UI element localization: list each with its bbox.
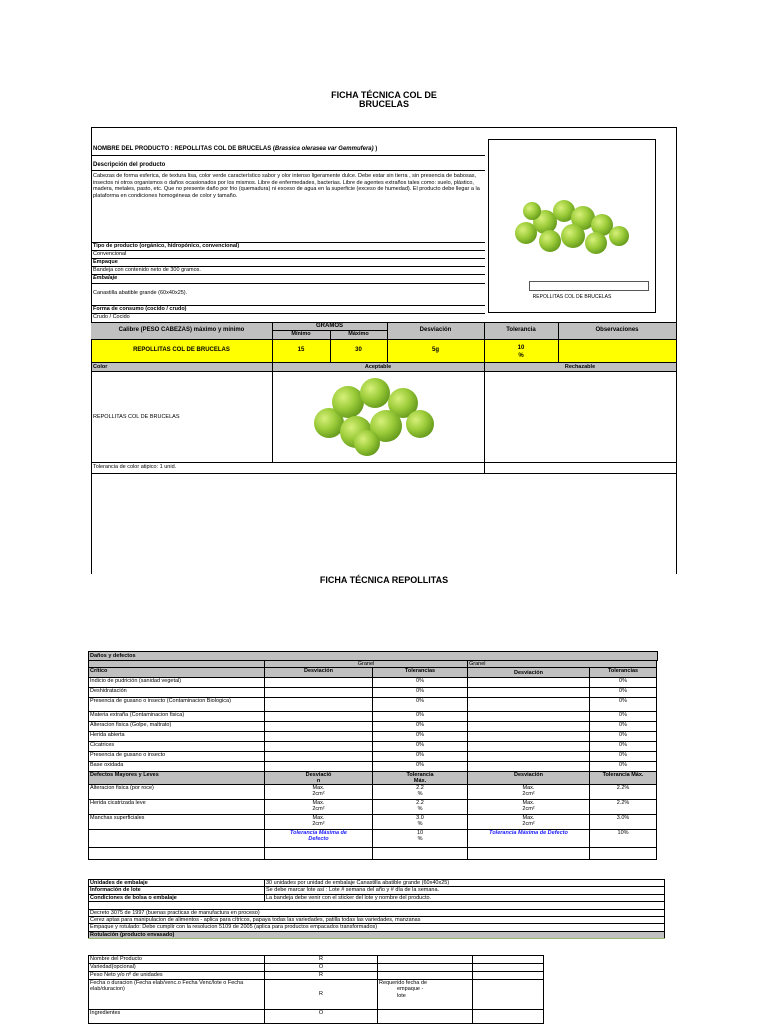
unidades-value: 30 unidades por unidad de embalaje Canastilla abatible grande (60x40x25)	[265, 880, 665, 887]
major-tol-1	[373, 800, 468, 815]
photo-caption: REPOLLITAS COL DE BRUCELAS	[532, 294, 612, 300]
major-tol-1b: %	[417, 821, 423, 828]
rotulacion-empty	[378, 972, 473, 980]
desviacion-m2: Desviación	[468, 771, 590, 785]
rotulacion-empty-2	[473, 980, 544, 1010]
critical-row	[89, 687, 657, 697]
empaque-value: Bandeja con contenido neto de 300 gramos.	[93, 267, 201, 273]
frame-right	[676, 127, 677, 574]
major-tol-2: 2.2%	[590, 785, 657, 800]
rotulacion-value: O	[265, 1010, 378, 1024]
critical-desv-2	[468, 731, 590, 741]
danos-header: Daños y defectos	[90, 653, 136, 659]
consumo-label: Forma de consumo (cocido / crudo)	[93, 306, 187, 312]
critical-row-label: Presencia de gusano o insecto	[89, 751, 265, 761]
critical-row	[89, 741, 657, 751]
critical-desv-1	[265, 721, 373, 731]
rotulacion-empty	[378, 964, 473, 972]
critical-tol-2: 0%	[590, 687, 657, 697]
critical-desv-1	[265, 751, 373, 761]
critical-desv-1	[265, 677, 373, 687]
rotulacion-empty	[378, 1010, 473, 1024]
critical-row-label: Base oxidada	[89, 761, 265, 771]
tipo-value: Convencional	[93, 251, 127, 257]
critical-row-label: Presencia de gusano o insecto (Contaminacion Biologica)	[89, 697, 265, 711]
product-name: NOMBRE DEL PRODUCTO : REPOLLITAS COL DE BRUCELAS (Brassica olerasea var Gemmufera) )	[93, 146, 378, 152]
row-min: 15	[297, 347, 305, 353]
critical-table	[88, 660, 657, 860]
requerido-2: empaque -	[397, 986, 424, 993]
calibre-header: Calibre (PESO CABEZAS) máximo y mínimo	[118, 327, 245, 333]
rotulacion-empty	[378, 956, 473, 964]
critical-desv-2	[468, 751, 590, 761]
major-desv-1b: 2cm²	[312, 821, 325, 828]
rotulacion-row	[89, 980, 544, 1010]
major-tol-1a: 3.0	[416, 815, 424, 822]
critical-tol-2: 0%	[590, 677, 657, 687]
color-header: Color	[93, 364, 108, 370]
tol-max-def-1a: Tolerancia Máxima de	[290, 830, 347, 837]
description-label: Descripción del producto	[93, 162, 166, 168]
rechazable-header: Rechazable	[564, 364, 596, 370]
major-desv-1a: Max.	[312, 785, 325, 792]
critical-desv-2	[468, 711, 590, 721]
rotulacion-row	[89, 964, 544, 972]
color-row-label: REPOLLITAS COL DE BRUCELAS	[93, 414, 180, 420]
tol-max-val-2: 10%	[590, 830, 657, 848]
major-row-label: Manchas superficiales	[89, 815, 265, 830]
tol-max-1a: Tolerancia	[406, 771, 434, 778]
major-desv-2b: 2cm²	[522, 821, 535, 828]
critical-desv-1	[265, 761, 373, 771]
rotulacion-label: Variedad(opcional)	[89, 964, 265, 972]
critical-tol-1: 0%	[373, 741, 468, 751]
critical-desv-2	[468, 677, 590, 687]
sheet2-title: FICHA TÉCNICA REPOLLITAS	[319, 575, 449, 585]
tolerancias-2: Tolerancias	[590, 668, 657, 677]
rotulacion-value: R	[265, 980, 378, 1010]
major-desv-1a: Max.	[312, 800, 325, 807]
critical-tol-1: 0%	[373, 721, 468, 731]
critical-row	[89, 697, 657, 711]
critical-row	[89, 731, 657, 741]
empaque-label: Empaque	[93, 259, 118, 265]
major-desv-1b: 2cm²	[312, 806, 325, 813]
gramos-header: GRAMOS	[316, 323, 343, 329]
embalaje-table	[88, 879, 665, 939]
major-tol-1a: 2.2	[416, 800, 424, 807]
row-product: REPOLLITAS COL DE BRUCELAS	[133, 347, 230, 353]
tol-max-def-1b: Defecto	[308, 836, 329, 843]
caption-input-box	[529, 281, 649, 291]
minimo-header: Mínimo	[291, 331, 311, 337]
critical-row	[89, 761, 657, 771]
rotulacion-header: Rotulación (producto envasado)	[89, 931, 665, 938]
major-row-label: Herida cicatrizada leve	[89, 800, 265, 815]
critical-row	[89, 677, 657, 687]
major-desv-2a: Max.	[522, 785, 535, 792]
critical-row-label: Indicio de pudrición (sanidad vegetal)	[89, 677, 265, 687]
major-tol-1b: %	[417, 806, 423, 813]
critical-tol-2: 0%	[590, 761, 657, 771]
major-desv-1	[265, 800, 373, 815]
major-desv-1	[265, 785, 373, 800]
row-max: 30	[355, 347, 362, 353]
requerido-1: Requerido fecha de	[379, 980, 428, 986]
major-desv-2b: 2cm²	[522, 806, 535, 813]
maximo-header: Máximo	[348, 331, 369, 337]
major-tol-2: 2.2%	[590, 800, 657, 815]
critical-tol-2: 0%	[590, 731, 657, 741]
aceptable-header: Aceptable	[364, 364, 392, 370]
unidades-label: Unidades de embalaje	[89, 880, 265, 887]
critical-row	[89, 721, 657, 731]
aceptable-sprouts-image	[310, 374, 438, 458]
critical-row	[89, 751, 657, 761]
critical-row-label: Herida abierta	[89, 731, 265, 741]
critical-desv-1	[265, 687, 373, 697]
critical-tol-2: 0%	[590, 741, 657, 751]
tol-max-1b: Máx.	[413, 777, 427, 784]
critical-desv-2	[468, 721, 590, 731]
tolerancias-1: Tolerancias	[373, 668, 468, 677]
rotulacion-row	[89, 972, 544, 980]
rotulacion-label: Peso Neto y/o nº de unidades	[89, 972, 265, 980]
rotulacion-label: Ingredientes	[89, 1010, 265, 1024]
tolerancia-color: Tolerancia de color atipico: 1 unid.	[93, 464, 177, 470]
critical-tol-2: 0%	[590, 697, 657, 711]
critical-tol-2: 0%	[590, 721, 657, 731]
desviacion-header: Desviación	[419, 327, 452, 333]
consumo-value: Crudo / Cocido	[93, 314, 130, 320]
critical-desv-2	[468, 741, 590, 751]
major-desv-1b: 2cm²	[312, 791, 325, 798]
major-desv-2	[468, 800, 590, 815]
major-tol-2: 3.0%	[590, 815, 657, 830]
rotulacion-empty-2	[473, 964, 544, 972]
major-row-label: Alteracion fisica (por roce)	[89, 785, 265, 800]
lote-label: Información de lote	[89, 887, 265, 894]
decreto-text: Decreto 3075 de 1997 (buenas practicas de manufactura en proceso)	[89, 909, 665, 916]
critical-tol-1: 0%	[373, 677, 468, 687]
desviacion-m1a: Desviació	[305, 771, 332, 778]
critical-desv-2	[468, 761, 590, 771]
critical-row-label: Cicatrices	[89, 741, 265, 751]
critical-row	[89, 711, 657, 721]
row-desv: 5g	[431, 347, 439, 353]
critical-tol-2: 0%	[590, 711, 657, 721]
rotulacion-empty-2	[473, 1010, 544, 1024]
major-tol-1b: %	[417, 791, 423, 798]
row-tol-1: 10	[517, 345, 525, 351]
critical-desv-2	[468, 687, 590, 697]
major-desv-2a: Max.	[522, 800, 535, 807]
critical-row-label: Deshidratación	[89, 687, 265, 697]
critical-desv-1	[265, 741, 373, 751]
desviacion-2: Desviación	[468, 668, 590, 677]
desviacion-1: Desviación	[265, 668, 373, 677]
rotulacion-label: Nombre del Producto	[89, 956, 265, 964]
major-row	[89, 785, 657, 800]
cerez-text: Cerez aptas para manipulacion de alimentos - aplica para cítricos, papaya todas las variedades, patilla todas las variedades, manzanas	[89, 917, 665, 924]
tipo-label: Tipo de producto (orgánico, hidropónico, convencional)	[93, 243, 240, 249]
condiciones-value: La bandeja debe venir con el sticker del lote y nombre del producto.	[265, 894, 665, 901]
tol-max-val-1b: %	[417, 836, 423, 843]
embalaje-value: Canastilla abatible grande (60x40x25).	[93, 290, 188, 296]
critical-tol-1: 0%	[373, 731, 468, 741]
critico-header: Crítico	[89, 668, 265, 677]
tolerancia-header: Tolerancia	[506, 327, 536, 333]
tol-max-2: Tolerancia Máx.	[590, 771, 657, 785]
major-tol-1	[373, 785, 468, 800]
product-photo-frame	[488, 139, 656, 313]
rotulacion-empty-2	[473, 956, 544, 964]
major-desv-1a: Max.	[312, 815, 325, 822]
critical-desv-1	[265, 731, 373, 741]
major-desv-2a: Max.	[522, 815, 535, 822]
row-tol-2: %	[518, 353, 524, 359]
critical-tol-1: 0%	[373, 761, 468, 771]
embalaje-label: Embalaje	[93, 275, 118, 281]
major-row	[89, 800, 657, 815]
major-desv-2	[468, 785, 590, 800]
description-text: Cabezas de forma esferica, de textura lisa, color verde característico sabor y olor intenso ligeramente dulce. Debe estar sin tierra , sin presencia de babosas, insectos ni otros organismos o daños ocasionados por los mismos. Libre de enfermedades, bacterias. Libre de agentes extraños tales como: suelo, plástico, madera, metales, pasto, etc. Que no presente daño por frio (quemadura) ni exceso de agua en la superficie (exceso de humedad). El producto debe llegar a la plataforma en condiciones homogéneas de color y tamaño.	[93, 173, 480, 199]
rotulacion-row	[89, 956, 544, 964]
rotulacion-table	[88, 955, 544, 1024]
requerido-cell	[378, 980, 473, 1010]
critical-tol-1: 0%	[373, 697, 468, 711]
empaque-rotulado-text: Empaque y rotulado: Debe cumplir con la resolucion 5109 de 2005 (aplica para productos empacados transformados)	[89, 924, 665, 931]
rotulacion-value: R	[265, 956, 378, 964]
major-tol-1	[373, 815, 468, 830]
critical-desv-2	[468, 697, 590, 711]
major-desv-1	[265, 815, 373, 830]
sheet1-title-line2: BRUCELAS	[358, 99, 409, 109]
critical-desv-1	[265, 711, 373, 721]
rotulacion-value: O	[265, 964, 378, 972]
critical-row-label: Materia extraña (Contaminacion fisica)	[89, 711, 265, 721]
critical-desv-1	[265, 697, 373, 711]
desviacion-m1b: n	[316, 777, 321, 784]
rotulacion-empty-2	[473, 972, 544, 980]
condiciones-label: Condiciones de bolsa o embalaje	[89, 894, 265, 901]
mayores-header: Defectos Mayores y Leves	[89, 771, 265, 785]
brussels-sprouts-image	[509, 192, 637, 262]
observaciones-header: Observaciones	[595, 327, 639, 333]
lote-value: Se debe marcar lote así : Lote # semana del año y # día de la semana.	[265, 887, 665, 894]
rotulacion-value: R	[265, 972, 378, 980]
granel-1: Granel	[265, 661, 468, 668]
major-desv-2	[468, 815, 590, 830]
critical-tol-1: 0%	[373, 711, 468, 721]
rotulacion-row	[89, 1010, 544, 1024]
major-row	[89, 815, 657, 830]
rotulacion-label: Fecha o duracion (Fecha elab/venc.o Fecha Venc/lote o Fecha elab/duracion)	[89, 980, 265, 1010]
granel-2: Granel	[468, 661, 657, 668]
critical-tol-2: 0%	[590, 751, 657, 761]
critical-row-label: Alteracion fisica (Golpe, maltrato)	[89, 721, 265, 731]
major-tol-1a: 2.2	[416, 785, 424, 792]
critical-tol-1: 0%	[373, 687, 468, 697]
tol-max-val-1a: 10	[416, 830, 424, 837]
sheet1-title-line1: FICHA TÉCNICA COL DE	[331, 90, 437, 100]
frame-top	[91, 127, 676, 128]
major-desv-2b: 2cm²	[522, 791, 535, 798]
critical-tol-1: 0%	[373, 751, 468, 761]
requerido-3: lote	[397, 992, 406, 999]
tol-max-def-2: Tolerancia Máxima de Defecto	[468, 830, 590, 848]
